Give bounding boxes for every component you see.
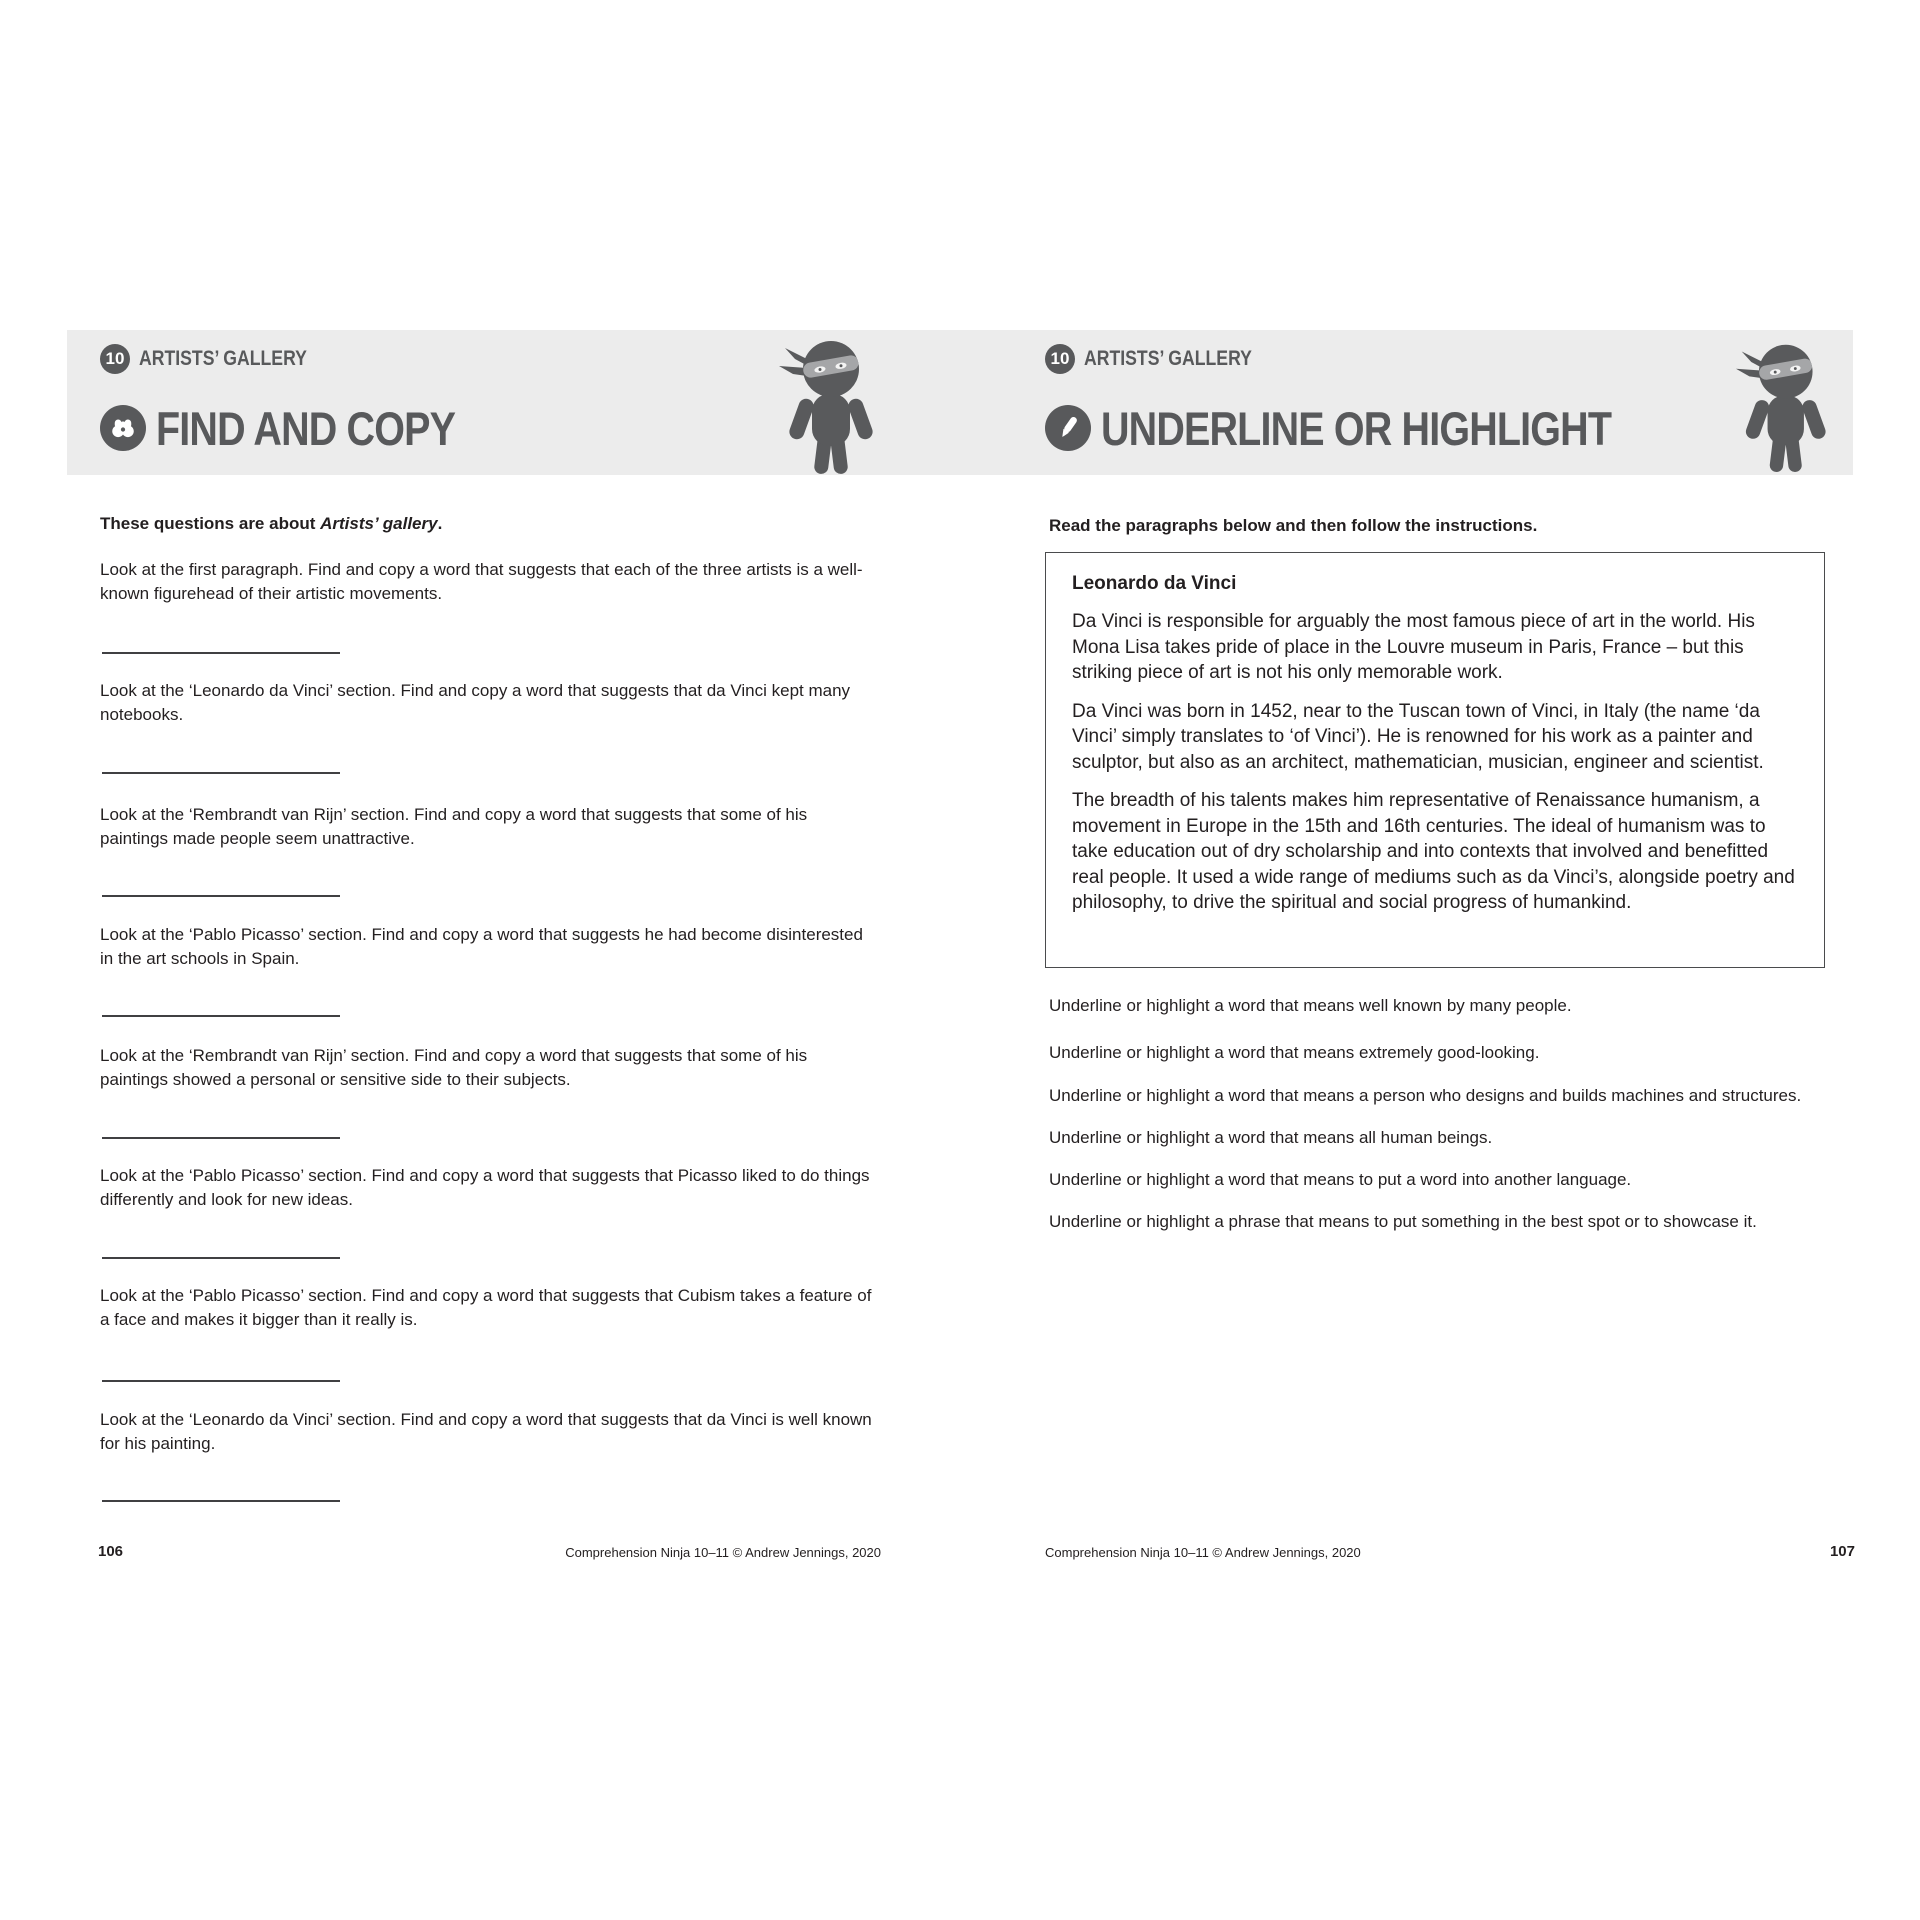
- left-activity-header: [100, 401, 512, 455]
- answer-line[interactable]: [102, 1257, 340, 1259]
- right-intro-text: Read the paragraphs below and then follow the instructions.: [1049, 516, 1538, 535]
- binoculars-icon: [100, 405, 146, 451]
- right-unit-header: [1045, 344, 1284, 374]
- passage-paragraph: The breadth of his talents makes him representative of Renaissance humanism, a movement in Europe in the 15th and 16th centuries. The ideal of humanism was to take education out of dry scholarship and into contexts that involved and benefitted real people. It used a wide range of mediums such as da Vinci’s, alongside poetry and philosophy, to drive the spiritual and social progress of humankind.: [1072, 790, 1795, 913]
- unit-title: ARTISTS’ GALLERY: [139, 347, 307, 370]
- activity-title: FIND AND COPY: [156, 401, 456, 455]
- page-number: 106: [98, 1543, 124, 1560]
- unit-title: ARTISTS’ GALLERY: [1084, 347, 1252, 370]
- question-text: Look at the ‘Leonardo da Vinci’ section. Find and copy a word that suggests that da Vinci kept many notebooks.: [100, 681, 851, 724]
- instruction-text: Underline or highlight a word that means well known by many people.: [1049, 996, 1572, 1015]
- instruction-text: Underline or highlight a phrase that means to put something in the best spot or to showcase it.: [1049, 1212, 1757, 1231]
- answer-line[interactable]: [102, 1137, 340, 1139]
- answer-line[interactable]: [102, 772, 340, 774]
- answer-line[interactable]: [102, 1380, 340, 1382]
- copyright-text: Comprehension Ninja 10–11 © Andrew Jennings, 2020: [565, 1545, 881, 1560]
- question-text: Look at the ‘Rembrandt van Rijn’ section. Find and copy a word that suggests that some of his paintings made people seem unattractive.: [100, 805, 808, 848]
- left-unit-header: [100, 344, 339, 374]
- unit-number-badge: 10: [100, 344, 130, 374]
- question-text: Look at the ‘Pablo Picasso’ section. Find and copy a word that suggests he had become disinterested in the art schools in Spain.: [100, 925, 863, 968]
- highlighter-icon: [1045, 405, 1091, 451]
- unit-number-badge: 10: [1045, 344, 1075, 374]
- question-text: Look at the ‘Leonardo da Vinci’ section. Find and copy a word that suggests that da Vinci is well known for his painting.: [100, 1410, 872, 1453]
- passage-box: [1045, 552, 1825, 968]
- answer-line[interactable]: [102, 652, 340, 654]
- page-number: 107: [1829, 1543, 1855, 1560]
- passage-paragraph: Da Vinci was born in 1452, near to the Tuscan town of Vinci, in Italy (the name ‘da Vinci’ simply translates to ‘of Vinci’). He is renowned for his work as a painter and sculptor, but also as an architect, mathematician, musician, engineer and scientist.: [1072, 700, 1764, 773]
- passage-heading: Leonardo da Vinci: [1072, 573, 1237, 594]
- right-activity-header: [1045, 401, 1708, 455]
- instruction-text: Underline or highlight a word that means a person who designs and builds machines and structures.: [1049, 1086, 1802, 1105]
- ninja-mascot-icon: [1732, 340, 1828, 474]
- passage-paragraph: Da Vinci is responsible for arguably the most famous piece of art in the world. His Mona Lisa takes pride of place in the Louvre museum in Paris, France – but this striking piece of art is not his only memorable work.: [1072, 611, 1755, 683]
- answer-line[interactable]: [102, 1015, 340, 1017]
- question-text: Look at the ‘Rembrandt van Rijn’ section. Find and copy a word that suggests that some of his paintings showed a personal or sensitive side to their subjects.: [100, 1046, 808, 1089]
- activity-title: UNDERLINE OR HIGHLIGHT: [1101, 401, 1612, 455]
- instruction-text: Underline or highlight a word that means extremely good-looking.: [1049, 1043, 1540, 1062]
- question-text: Look at the ‘Pablo Picasso’ section. Find and copy a word that suggests that Picasso liked to do things differently and look for new ideas.: [100, 1166, 870, 1209]
- copyright-text: Comprehension Ninja 10–11 © Andrew Jennings, 2020: [1045, 1545, 1361, 1560]
- left-intro-text: These questions are about Artists’ gallery.: [100, 514, 443, 533]
- instruction-text: Underline or highlight a word that means to put a word into another language.: [1049, 1170, 1632, 1189]
- instruction-text: Underline or highlight a word that means all human beings.: [1049, 1128, 1493, 1147]
- question-text: Look at the ‘Pablo Picasso’ section. Find and copy a word that suggests that Cubism takes a feature of a face and makes it bigger than it really is.: [100, 1286, 872, 1329]
- ninja-mascot-icon: [775, 336, 875, 476]
- answer-line[interactable]: [102, 895, 340, 897]
- answer-line[interactable]: [102, 1500, 340, 1502]
- question-text: Look at the first paragraph. Find and copy a word that suggests that each of the three artists is a well-known figurehead of their artistic movements.: [100, 560, 863, 603]
